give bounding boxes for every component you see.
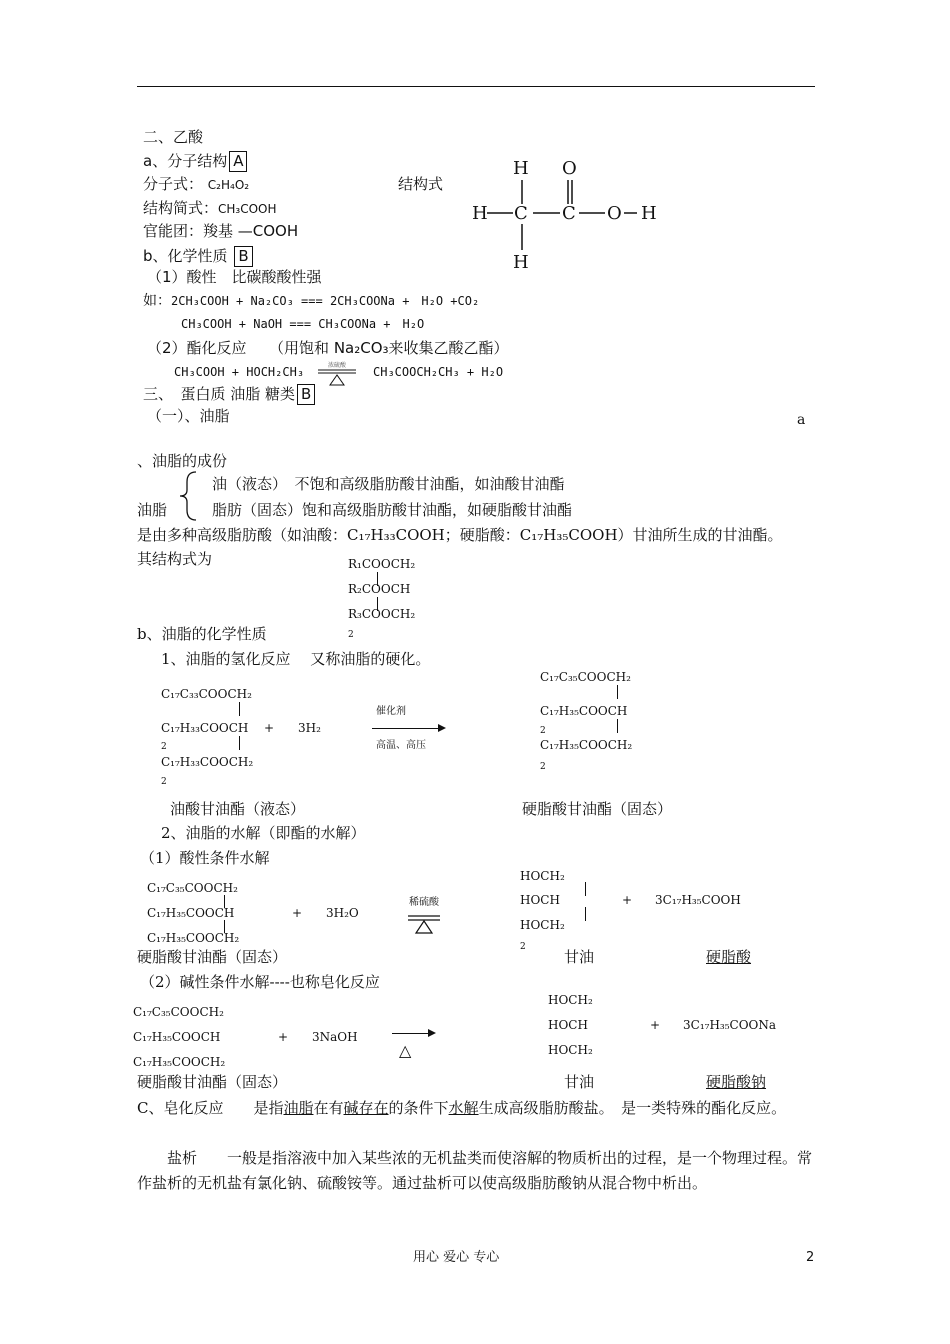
functional-group: 官能团：羧基 —COOH — [143, 222, 299, 240]
bond-tick — [585, 882, 586, 896]
product-line: C₁₇H₃₅COOCH — [540, 704, 628, 718]
sodium-hydroxide: 3NaOH — [312, 1030, 358, 1044]
chemical-properties-heading: b、油脂的化学性质 — [137, 625, 267, 643]
plus-sign: + — [264, 721, 275, 735]
section-3-title: 三、 蛋白质 油脂 糖类 B — [143, 384, 315, 405]
glycerol-line: HOCH₂ — [548, 993, 593, 1007]
equation-1: 如：2CH₃COOH + Na₂CO₃ === 2CH₃COONa + H₂O +CO₂ — [143, 293, 480, 309]
bond-tick — [617, 685, 618, 699]
equilibrium-symbol — [402, 895, 446, 935]
caption: 硬脂酸钠 — [706, 1073, 767, 1091]
struct-r2: R₂COOCH — [348, 582, 411, 596]
structure-label: 结构式 — [398, 175, 444, 193]
glycerol-line: HOCH₂ — [520, 869, 565, 883]
plus-sign: + — [622, 893, 633, 907]
reaction-arrow — [372, 728, 444, 729]
stray-letter: a — [797, 412, 806, 428]
bond-tick — [617, 719, 618, 733]
svg-text:C: C — [514, 203, 528, 224]
oil-line-2: 脂肪（固态）饱和高级脂肪酸甘油酯，如硬脂酸甘油酯 — [212, 501, 573, 519]
label-box: B — [234, 246, 252, 267]
bond-tick — [239, 702, 240, 716]
reactant-line: C₁₇H₃₃COOCH₂ — [161, 755, 254, 769]
label-box: A — [229, 151, 247, 172]
properties-heading: b、化学性质 B — [143, 246, 253, 267]
acidity-line: （1）酸性 比碳酸酸性强 — [147, 268, 322, 286]
hydrolysis-heading: 2、油脂的水解（即酯的水解） — [161, 824, 366, 842]
caption: 甘油 — [564, 1073, 595, 1091]
svg-text:O: O — [607, 203, 622, 224]
struct-r1: R₁COOCH₂ — [348, 557, 416, 571]
reactant-line: C₁₇H₃₅COOCH — [147, 906, 235, 920]
plus-sign: + — [292, 906, 303, 920]
stray-digit: 2 — [540, 726, 546, 736]
svg-text:浓硫酸: 浓硫酸 — [327, 362, 347, 369]
caption: 硬脂酸甘油酯（固态） — [522, 800, 673, 818]
hydrogenation-heading: 1、油脂的氢化反应 又称油脂的硬化。 — [161, 650, 431, 668]
fat-definition: 是由多种高级脂肪酸（如油酸：C₁₇H₃₃COOH；硬脂酸：C₁₇H₃₅COOH）甘油所生成的甘油酯。 — [137, 526, 783, 544]
product-line: C₁₇H₃₅COOCH₂ — [540, 738, 633, 752]
svg-text:H: H — [472, 203, 488, 224]
plus-sign: + — [650, 1018, 661, 1032]
reactant-line: C₁₇C₃₅COOCH₂ — [147, 881, 238, 895]
stray-digit: 2 — [161, 777, 167, 787]
glycerol-line: HOCH — [520, 893, 560, 907]
stray-digit: 2 — [348, 630, 354, 640]
stray-digit: 2 — [520, 942, 526, 952]
base-hydrolysis-heading: （2）碱性条件水解----也称皂化反应 — [140, 973, 380, 991]
heat-symbol: △ — [399, 1041, 412, 1060]
stray-digit: 2 — [161, 742, 167, 752]
reactant-line: C₁₇C₃₅COOCH₂ — [133, 1005, 224, 1019]
stearic-acid: 3C₁₇H₃₅COOH — [655, 893, 741, 907]
stray-digit: 2 — [540, 762, 546, 772]
glycerol-line: HOCH₂ — [520, 918, 565, 932]
oil-label: 油脂 — [137, 501, 168, 519]
catalyst-label: 催化剂 — [376, 706, 406, 717]
saponification-paragraph: C、皂化反应 是指油脂在有碱存在的条件下水解生成高级脂肪酸盐。 是一类特殊的酯化反应。 — [137, 1099, 787, 1117]
oil-line-1: 油（液态） 不饱和高级脂肪酸甘油酯，如油酸甘油酯 — [212, 475, 565, 493]
bond-tick — [239, 736, 240, 750]
water: 3H₂O — [326, 906, 359, 920]
glycerol-line: HOCH₂ — [548, 1043, 593, 1057]
svg-text:C: C — [562, 203, 576, 224]
svg-text:O: O — [562, 158, 577, 179]
structure-heading: a、分子结构 A — [143, 151, 247, 172]
hydrogen: 3H₂ — [298, 721, 321, 735]
condition-label: 高温、高压 — [376, 740, 426, 751]
glycerol-line: HOCH — [548, 1018, 588, 1032]
page-number: 2 — [806, 1250, 815, 1265]
acid-hydrolysis-heading: （1）酸性条件水解 — [140, 849, 270, 867]
caption: 硬脂酸甘油酯（固态） — [137, 1073, 288, 1091]
footer-slogan: 用心 爱心 专心 — [413, 1250, 500, 1265]
caption: 硬脂酸甘油酯（固态） — [137, 948, 288, 966]
reactant-line: C₁₇H₃₅COOCH — [133, 1030, 221, 1044]
composition-heading: 、油脂的成份 — [137, 452, 228, 470]
bond-tick — [585, 907, 586, 921]
caption: 油酸甘油酯（液态） — [170, 800, 306, 818]
acetic-acid-structure — [465, 150, 675, 275]
equation-2: CH₃COOH + NaOH === CH₃COONa + H₂O — [181, 317, 425, 331]
sodium-stearate: 3C₁₇H₃₅COONa — [683, 1018, 777, 1032]
svg-text:H: H — [641, 203, 657, 224]
formula-line: 分子式： C₂H₄O₂ — [143, 175, 250, 193]
simplified-formula: 结构简式：CH₃COOH — [143, 199, 277, 217]
section-title: 二、乙酸 — [143, 128, 204, 146]
fats-subtitle: （一）、油脂 — [147, 407, 230, 425]
structure-intro: 其结构式为 — [137, 550, 213, 568]
reactant-line: C₁₇C₃₃COOCH₂ — [161, 687, 252, 701]
product-line: C₁₇C₃₅COOCH₂ — [540, 670, 631, 684]
reactant-line: C₁₇H₃₅COOCH₂ — [147, 931, 240, 945]
equation-3-left: CH₃COOH + HOCH₂CH₃ — [174, 365, 305, 379]
left-brace — [177, 470, 199, 522]
label-box: B — [297, 384, 315, 405]
svg-text:H: H — [513, 158, 529, 179]
reaction-arrow — [392, 1033, 434, 1034]
esterification-line: （2）酯化反应 （用饱和 Na₂CO₃来收集乙酸乙酯） — [147, 339, 509, 357]
reactant-line: C₁₇H₃₃COOCH — [161, 721, 249, 735]
plus-sign: + — [278, 1030, 289, 1044]
header-rule — [137, 86, 815, 87]
equation-3-right: CH₃COOCH₂CH₃ + H₂O — [373, 365, 504, 379]
salting-out-paragraph: 盐析 一般是指溶液中加入某些浓的无机盐类而使溶解的物质析出的过程，是一个物理过程。常作盐析的无机盐有氯化钠、硫酸铵等。通过盐析可以使高级脂肪酸钠从混合物中析出。 — [137, 1149, 813, 1192]
struct-r3: R₃COOCH₂ — [348, 607, 416, 621]
caption: 甘油 — [564, 948, 595, 966]
caption: 硬脂酸 — [706, 948, 752, 966]
equilibrium-symbol — [314, 359, 360, 387]
svg-text:稀硫酸: 稀硫酸 — [409, 897, 439, 908]
reactant-line: C₁₇H₃₅COOCH₂ — [133, 1055, 226, 1069]
svg-text:H: H — [513, 252, 529, 273]
